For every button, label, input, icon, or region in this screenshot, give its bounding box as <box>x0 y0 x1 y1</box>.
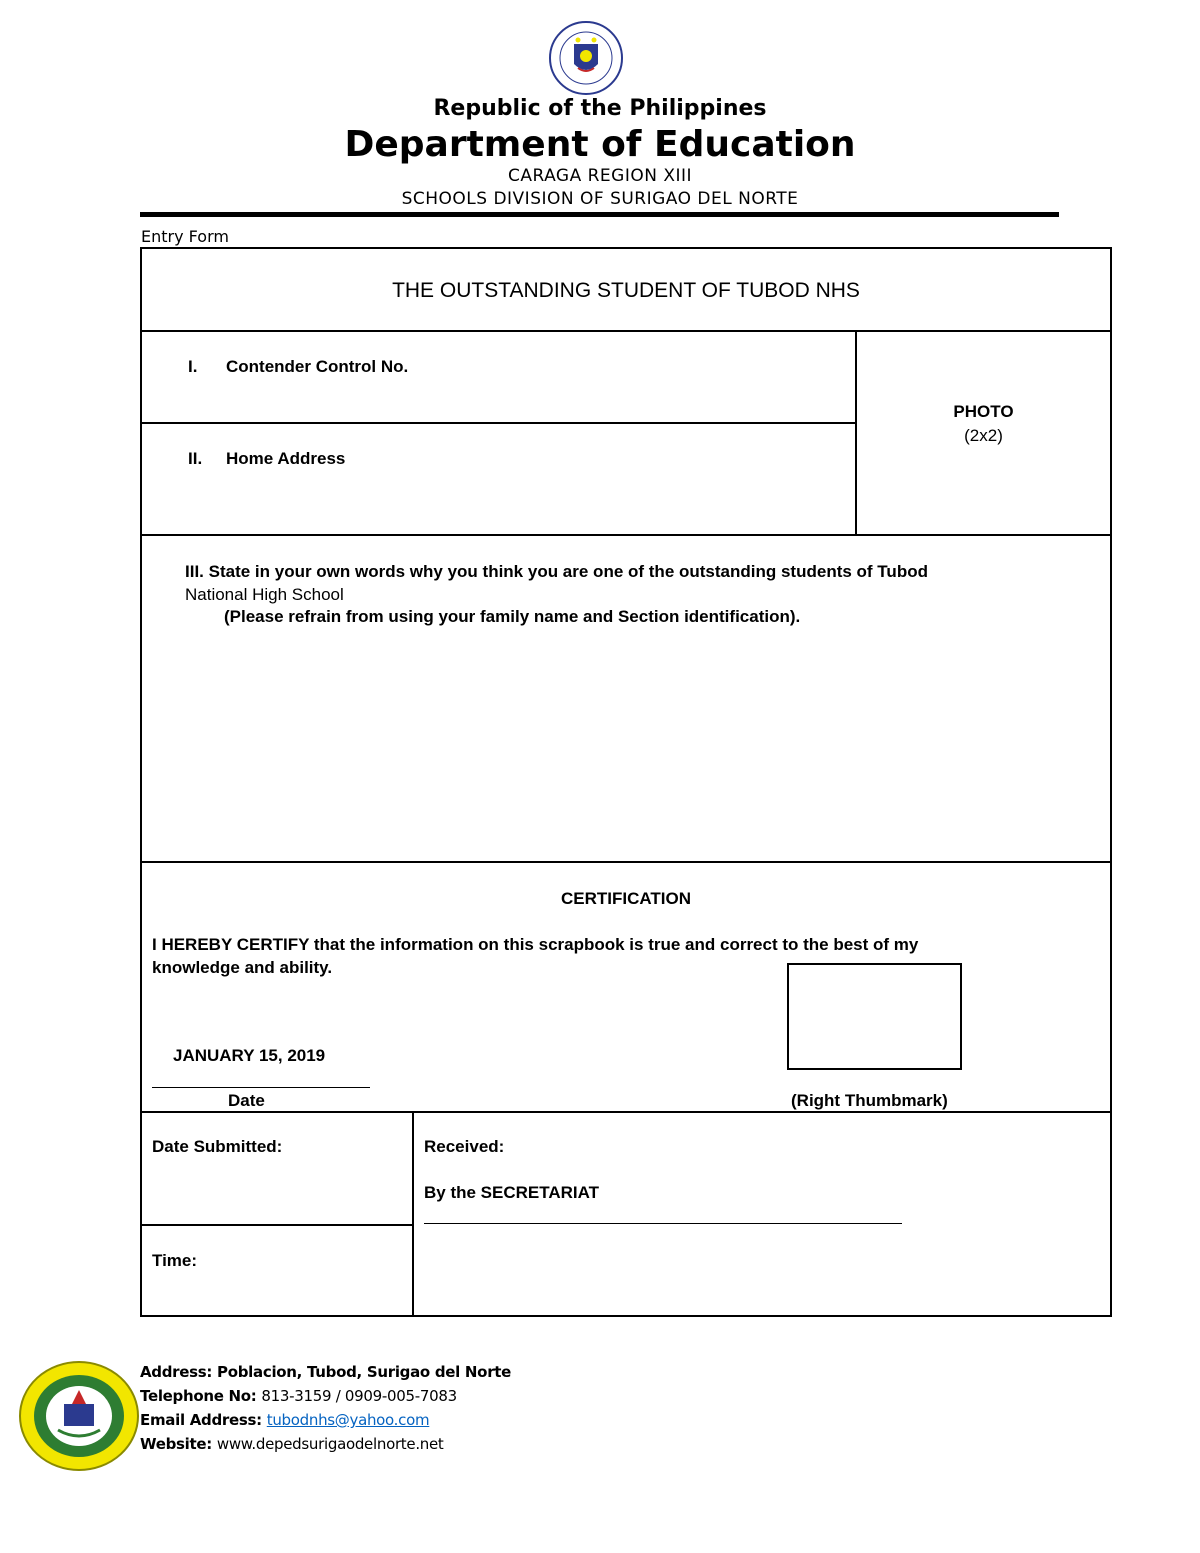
home-address-label: Home Address <box>226 449 346 468</box>
footer-email <box>140 1411 429 1429</box>
secretariat-signature-line <box>424 1223 902 1224</box>
header-rule <box>140 212 1059 217</box>
certification-text-line2: knowledge and ability. <box>152 958 333 977</box>
email-label: Email Address: <box>140 1411 262 1429</box>
photo-label: PHOTO <box>953 402 1014 421</box>
tubod-nhs-seal-logo <box>18 1360 140 1472</box>
website-label: Website: <box>140 1435 212 1453</box>
region-heading: CARAGA REGION XIII <box>507 166 693 186</box>
time-label: Time: <box>152 1251 198 1270</box>
entry-form <box>140 247 1112 1317</box>
section3-prompt-line1: III. State in your own words why you think you are one of the outstanding students of Tubod <box>185 562 928 581</box>
received-label: Received: <box>424 1137 505 1156</box>
entry-form-label: Entry Form <box>141 227 229 246</box>
date-label: Date <box>228 1091 265 1110</box>
certification-text-line1: I HEREBY CERTIFY that the information on this scrapbook is true and correct to the best of my <box>152 935 919 954</box>
republic-heading: Republic of the Philippines <box>433 96 767 121</box>
certification-divider <box>142 1111 1110 1113</box>
date-value: JANUARY 15, 2019 <box>173 1046 326 1065</box>
submission-divider <box>412 1113 414 1317</box>
website-value: www.depedsurigaodelnorte.net <box>216 1435 444 1453</box>
division-heading: SCHOOLS DIVISION OF SURIGAO DEL NORTE <box>401 189 799 209</box>
date-signature-line <box>152 1087 370 1088</box>
footer-telephone <box>140 1387 457 1405</box>
date-submitted-divider <box>142 1224 412 1226</box>
section1-divider <box>142 422 855 424</box>
title-divider <box>142 330 1110 332</box>
footer-address <box>140 1363 511 1381</box>
form-title: THE OUTSTANDING STUDENT OF TUBOD NHS <box>392 279 860 302</box>
footer-website <box>140 1435 444 1453</box>
deped-seal-logo <box>548 20 624 96</box>
photo-size-label: (2x2) <box>964 426 1003 445</box>
section1-number: I. <box>188 357 198 376</box>
address-value: Poblacion, Tubod, Surigao del Norte <box>217 1363 512 1381</box>
department-heading: Department of Education <box>344 124 856 165</box>
thumbmark-label: (Right Thumbmark) <box>791 1091 948 1110</box>
email-link[interactable]: tubodnhs@yahoo.com <box>266 1411 430 1429</box>
address-label: Address: <box>140 1363 213 1381</box>
section2-number: II. <box>188 449 203 468</box>
date-submitted-label: Date Submitted: <box>152 1137 283 1156</box>
section2-divider <box>142 534 1110 536</box>
section3-note: (Please refrain from using your family name and Section identification). <box>224 607 801 626</box>
section3-divider <box>142 861 1110 863</box>
section3-prompt-line2: National High School <box>185 585 344 604</box>
thumbmark-box[interactable] <box>787 963 962 1070</box>
telephone-label: Telephone No: <box>140 1387 257 1405</box>
certification-title: CERTIFICATION <box>560 889 691 908</box>
secretariat-label: By the SECRETARIAT <box>424 1183 600 1202</box>
telephone-value: 813-3159 / 0909-005-7083 <box>261 1387 457 1405</box>
contender-control-label: Contender Control No. <box>226 357 409 376</box>
